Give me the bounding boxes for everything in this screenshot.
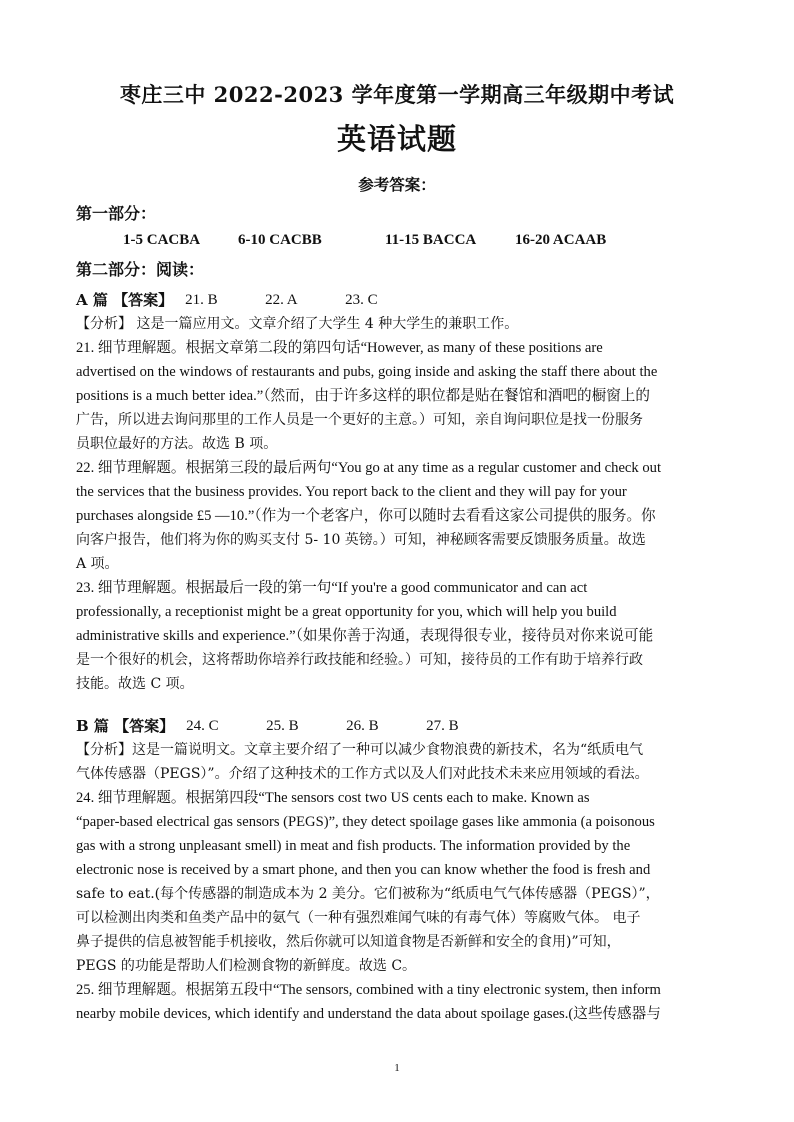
- section-b-header: [76, 714, 718, 738]
- text-line: 【分析】这是一篇说明文。文章主要介绍了一种可以减少食物浪费的新技术，名为“纸质电气: [76, 742, 644, 758]
- text-line: gas with a strong unpleasant smell) in meat and fish products. The information provided by the: [76, 838, 631, 854]
- page-number: 1: [394, 1062, 400, 1074]
- text-line: 向客户报告，他们将为你的购买支付 5- 10 英镑。）可知，神秘顾客需要反馈服务质量。故选: [76, 532, 646, 548]
- text-line: 技能。故选 C 项。: [76, 676, 194, 692]
- text-line: 22. 细节理解题。根据第三段的最后两句“You go at any time as a regular customer and check out: [76, 460, 662, 476]
- part2-heading: 第二部分：阅读：: [76, 260, 205, 279]
- text-line: 25. 细节理解题。根据第五段中“The sensors, combined with a tiny electronic system, then inform: [76, 982, 661, 998]
- text-line: 21. 细节理解题。根据文章第二段的第四句话“However, as many of these positions are: [76, 340, 603, 356]
- text-line: PEGS 的功能是帮助人们检测食物的新鲜度。故选 C。: [76, 958, 417, 974]
- text-line: 广告，所以进去询问那里的工作人员是一个更好的主意。）可知，亲自询问职位是找一份服务: [76, 412, 643, 428]
- text-line: administrative skills and experience.”（如果你善于沟通，表现得很专业，接待员对你来说可能: [76, 628, 654, 644]
- section-a-body: [76, 312, 718, 696]
- section-a-answer: 21. B: [185, 292, 218, 308]
- text-line: 可以检测出肉类和鱼类产品中的氨气（一种有强烈难闻气味的有毒气体）等腐败气体。 电子: [76, 910, 641, 926]
- answers-label: 参考答案：: [358, 175, 436, 194]
- text-line: “paper-based electrical gas sensors (PEGS)”, they detect spoilage gases like ammonia (a poisonous: [76, 814, 655, 830]
- answer-key-group: 11-15 BACCA: [385, 232, 477, 248]
- answer-key-row: [123, 228, 718, 252]
- text-line: 【分析】 这是一篇应用文。文章介绍了大学生 4 种大学生的兼职工作。: [76, 316, 519, 332]
- text-line: nearby mobile devices, which identify and understand the data about spoilage gases.(这些传感器与: [76, 1006, 661, 1022]
- section-a-answer: 22. A: [265, 292, 298, 308]
- section-b-body: [76, 738, 718, 1026]
- text-line: A 项。: [76, 556, 119, 572]
- part1-heading: 第一部分：: [76, 204, 157, 223]
- section-b-label: B 篇 【答案】: [76, 717, 175, 735]
- section-a-label: A 篇 【答案】: [76, 291, 174, 309]
- section-b-answer: 25. B: [266, 718, 299, 734]
- text-line: safe to eat.(每个传感器的制造成本为 2 美分。它们被称为“纸质电气气体传感器（PEGS）”，: [76, 886, 660, 902]
- answer-key-group: 16-20 ACAAB: [515, 232, 607, 248]
- text-line: 是一个很好的机会，这将帮助你培养行政技能和经验。）可知，接待员的工作有助于培养行政: [76, 652, 643, 668]
- exam-title: 枣庄三中 2022-2023 学年度第一学期高三年级期中考试: [119, 82, 675, 107]
- answer-key-group: 1-5 CACBA: [123, 232, 201, 248]
- text-line: professionally, a receptionist might be a great opportunity for you, which will help you build: [76, 604, 617, 620]
- section-a-header: [76, 288, 718, 312]
- section-b-answer: 26. B: [346, 718, 379, 734]
- section-b-answer: 27. B: [426, 718, 459, 734]
- text-line: 23. 细节理解题。根据最后一段的第一句“If you're a good communicator and can act: [76, 580, 588, 596]
- subject-title: 英语试题: [336, 122, 457, 156]
- text-line: the services that the business provides. You report back to the client and they will pay for your: [76, 484, 627, 500]
- text-line: positions is a much better idea.”（然而，由于许多这样的职位都是贴在餐馆和酒吧的橱窗上的: [76, 388, 650, 404]
- text-line: purchases alongside £5 —10.”（作为一个老客户，你可以随时去看看这家公司提供的服务。你: [76, 508, 656, 524]
- answer-key-group: 6-10 CACBB: [238, 232, 322, 248]
- text-line: advertised on the windows of restaurants and pubs, going inside and asking the staff there about the: [76, 364, 658, 380]
- text-line: electronic nose is received by a smart phone, and then you can know whether the food is fresh and: [76, 862, 651, 878]
- text-line: 员职位最好的方法。故选 B 项。: [76, 436, 278, 452]
- text-line: 气体传感器（PEGS）”。介绍了这种技术的工作方式以及人们对此技术未来应用领域的看法。: [76, 766, 649, 782]
- section-b-answer: 24. C: [186, 718, 219, 734]
- text-line: 24. 细节理解题。根据第四段“The sensors cost two US cents each to make. Known as: [76, 790, 590, 806]
- text-line: 鼻子提供的信息被智能手机接收，然后你就可以知道食物是否新鲜和安全的食用)”可知，: [76, 934, 621, 950]
- spacer: [76, 696, 718, 708]
- section-a-answer: 23. C: [345, 292, 378, 308]
